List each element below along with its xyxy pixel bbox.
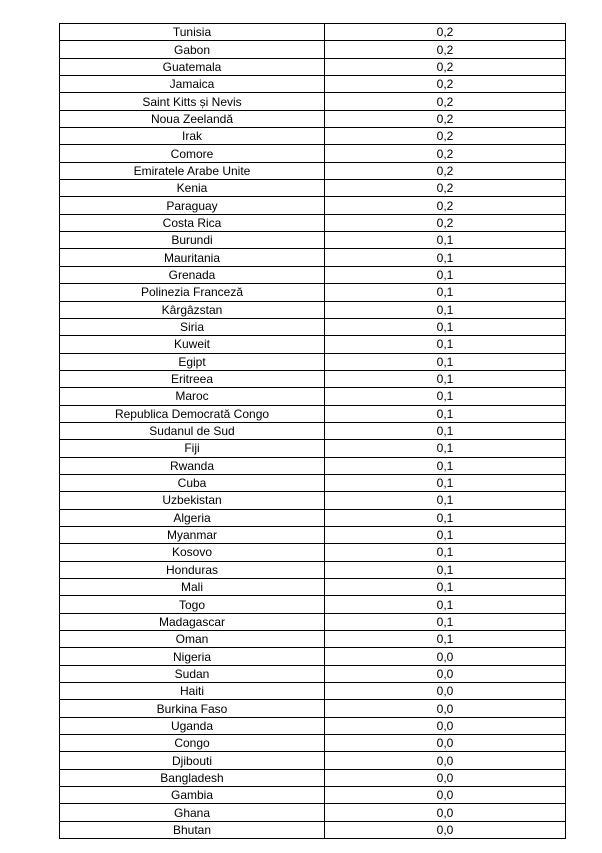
value-cell: 0,2 <box>325 41 566 58</box>
country-value-table <box>59 23 566 839</box>
value-cell: 0,2 <box>325 24 566 41</box>
country-cell: Gambia <box>60 787 325 804</box>
country-cell: Algeria <box>60 509 325 526</box>
country-cell: Kosovo <box>60 544 325 561</box>
value-cell: 0,1 <box>325 579 566 596</box>
country-cell: Emiratele Arabe Unite <box>60 162 325 179</box>
table-row <box>60 579 566 596</box>
table-row <box>60 752 566 769</box>
table-row <box>60 336 566 353</box>
country-cell: Djibouti <box>60 752 325 769</box>
value-cell: 0,1 <box>325 388 566 405</box>
value-cell: 0,1 <box>325 249 566 266</box>
country-cell: Kuweit <box>60 336 325 353</box>
table-row <box>60 388 566 405</box>
value-cell: 0,2 <box>325 110 566 127</box>
country-cell: Bangladesh <box>60 769 325 786</box>
table-row <box>60 631 566 648</box>
table-row <box>60 561 566 578</box>
country-cell: Fiji <box>60 440 325 457</box>
table-row <box>60 162 566 179</box>
country-cell: Mauritania <box>60 249 325 266</box>
value-cell: 0,2 <box>325 214 566 231</box>
country-cell: Bhutan <box>60 821 325 838</box>
value-cell: 0,1 <box>325 370 566 387</box>
country-cell: Republica Democrată Congo <box>60 405 325 422</box>
table-row <box>60 492 566 509</box>
country-cell: Honduras <box>60 561 325 578</box>
country-cell: Irak <box>60 128 325 145</box>
value-cell: 0,2 <box>325 93 566 110</box>
value-cell: 0,1 <box>325 544 566 561</box>
value-cell: 0,1 <box>325 613 566 630</box>
value-cell: 0,1 <box>325 405 566 422</box>
table-row <box>60 457 566 474</box>
country-cell: Nigeria <box>60 648 325 665</box>
table-row <box>60 41 566 58</box>
table-row <box>60 232 566 249</box>
value-cell: 0,2 <box>325 145 566 162</box>
country-cell: Madagascar <box>60 613 325 630</box>
value-cell: 0,2 <box>325 180 566 197</box>
table-row <box>60 717 566 734</box>
country-cell: Cuba <box>60 474 325 491</box>
table-row <box>60 422 566 439</box>
country-cell: Egipt <box>60 353 325 370</box>
country-cell: Costa Rica <box>60 214 325 231</box>
country-cell: Kârgâzstan <box>60 301 325 318</box>
table-row <box>60 249 566 266</box>
value-cell: 0,1 <box>325 336 566 353</box>
table-row <box>60 76 566 93</box>
country-cell: Kenia <box>60 180 325 197</box>
country-cell: Togo <box>60 596 325 613</box>
country-cell: Ghana <box>60 804 325 821</box>
value-cell: 0,1 <box>325 318 566 335</box>
country-cell: Congo <box>60 735 325 752</box>
value-cell: 0,1 <box>325 232 566 249</box>
value-cell: 0,1 <box>325 526 566 543</box>
value-cell: 0,0 <box>325 700 566 717</box>
table-row <box>60 526 566 543</box>
country-cell: Burundi <box>60 232 325 249</box>
country-cell: Sudan <box>60 665 325 682</box>
table-row <box>60 145 566 162</box>
country-value-table-container <box>59 23 563 839</box>
value-cell: 0,0 <box>325 665 566 682</box>
country-cell: Burkina Faso <box>60 700 325 717</box>
country-cell: Rwanda <box>60 457 325 474</box>
country-cell: Myanmar <box>60 526 325 543</box>
table-row <box>60 266 566 283</box>
value-cell: 0,0 <box>325 648 566 665</box>
country-cell: Jamaica <box>60 76 325 93</box>
table-row <box>60 544 566 561</box>
value-cell: 0,1 <box>325 631 566 648</box>
table-row <box>60 596 566 613</box>
table-row <box>60 318 566 335</box>
value-cell: 0,1 <box>325 561 566 578</box>
value-cell: 0,0 <box>325 752 566 769</box>
country-cell: Uganda <box>60 717 325 734</box>
value-cell: 0,0 <box>325 787 566 804</box>
country-cell: Oman <box>60 631 325 648</box>
value-cell: 0,1 <box>325 266 566 283</box>
table-row <box>60 787 566 804</box>
country-cell: Noua Zeelandă <box>60 110 325 127</box>
table-row <box>60 769 566 786</box>
table-row <box>60 821 566 838</box>
table-row <box>60 683 566 700</box>
value-cell: 0,2 <box>325 197 566 214</box>
country-cell: Siria <box>60 318 325 335</box>
table-row <box>60 284 566 301</box>
value-cell: 0,0 <box>325 804 566 821</box>
country-cell: Sudanul de Sud <box>60 422 325 439</box>
value-cell: 0,1 <box>325 509 566 526</box>
value-cell: 0,1 <box>325 596 566 613</box>
table-row <box>60 214 566 231</box>
table-row <box>60 665 566 682</box>
table-row <box>60 648 566 665</box>
value-cell: 0,2 <box>325 162 566 179</box>
value-cell: 0,0 <box>325 769 566 786</box>
country-cell: Eritreea <box>60 370 325 387</box>
country-cell: Tunisia <box>60 24 325 41</box>
value-cell: 0,2 <box>325 58 566 75</box>
table-row <box>60 58 566 75</box>
table-row <box>60 128 566 145</box>
value-cell: 0,1 <box>325 301 566 318</box>
country-cell: Paraguay <box>60 197 325 214</box>
table-row <box>60 735 566 752</box>
table-row <box>60 197 566 214</box>
country-cell: Gabon <box>60 41 325 58</box>
value-cell: 0,1 <box>325 284 566 301</box>
value-cell: 0,1 <box>325 474 566 491</box>
country-cell: Comore <box>60 145 325 162</box>
country-cell: Polinezia Franceză <box>60 284 325 301</box>
table-row <box>60 700 566 717</box>
table-row <box>60 405 566 422</box>
country-cell: Uzbekistan <box>60 492 325 509</box>
table-row <box>60 509 566 526</box>
value-cell: 0,1 <box>325 353 566 370</box>
value-cell: 0,1 <box>325 440 566 457</box>
country-cell: Maroc <box>60 388 325 405</box>
table-row <box>60 474 566 491</box>
table-row <box>60 24 566 41</box>
value-cell: 0,0 <box>325 735 566 752</box>
table-row <box>60 93 566 110</box>
country-cell: Grenada <box>60 266 325 283</box>
table-row <box>60 301 566 318</box>
value-cell: 0,0 <box>325 717 566 734</box>
table-row <box>60 370 566 387</box>
table-row <box>60 110 566 127</box>
country-cell: Saint Kitts și Nevis <box>60 93 325 110</box>
country-cell: Haiti <box>60 683 325 700</box>
value-cell: 0,1 <box>325 422 566 439</box>
value-cell: 0,0 <box>325 683 566 700</box>
value-cell: 0,1 <box>325 457 566 474</box>
value-cell: 0,1 <box>325 492 566 509</box>
table-row <box>60 353 566 370</box>
table-row <box>60 180 566 197</box>
table-body <box>60 24 566 839</box>
country-cell: Guatemala <box>60 58 325 75</box>
table-row <box>60 440 566 457</box>
table-row <box>60 613 566 630</box>
value-cell: 0,0 <box>325 821 566 838</box>
value-cell: 0,2 <box>325 128 566 145</box>
country-cell: Mali <box>60 579 325 596</box>
table-row <box>60 804 566 821</box>
value-cell: 0,2 <box>325 76 566 93</box>
